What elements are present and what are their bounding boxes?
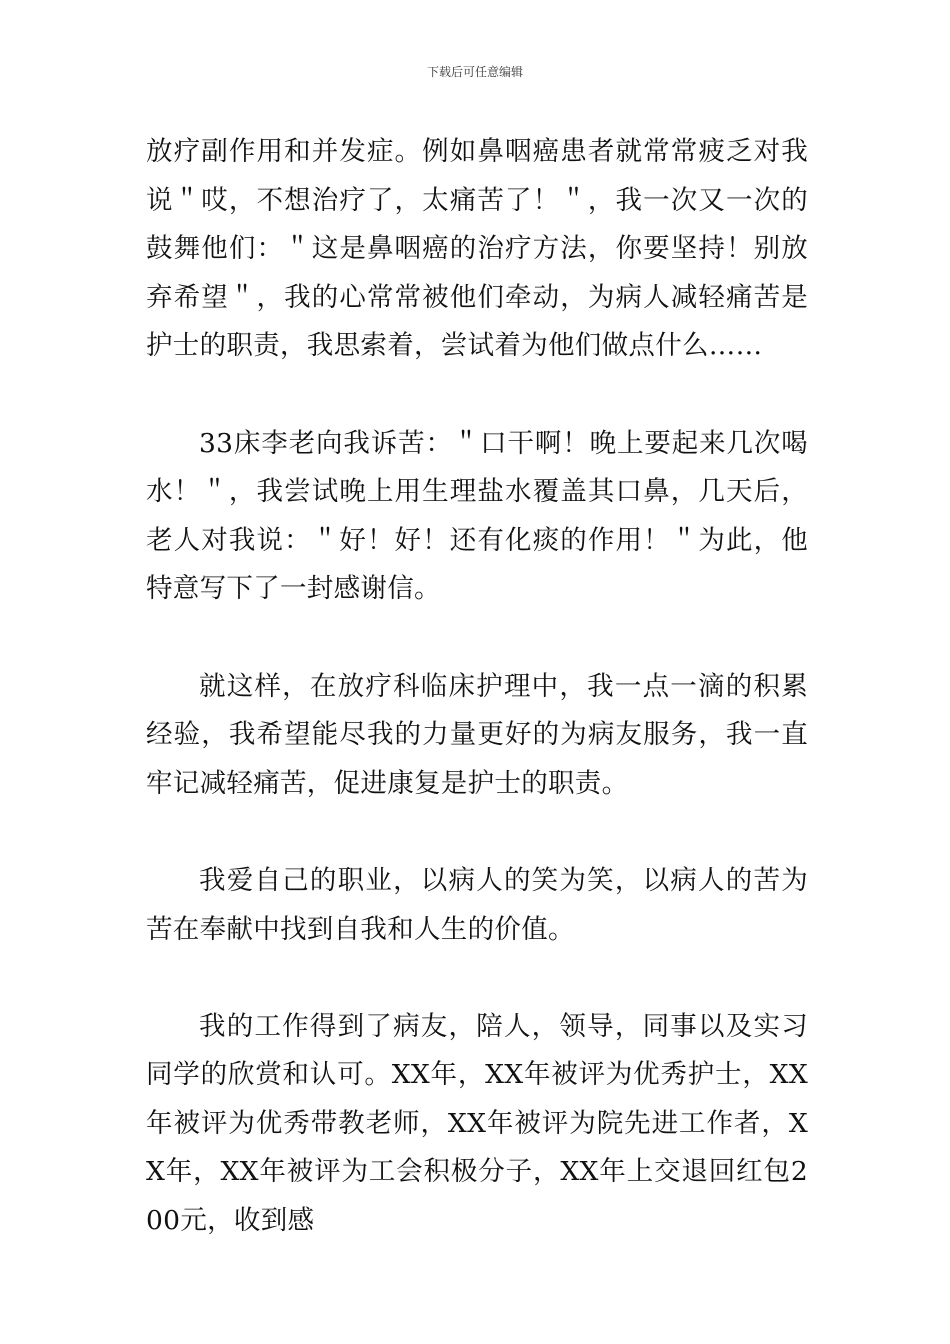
document-body [146, 128, 808, 1246]
paragraph-experience: 就这样，在放疗科临床护理中，我一点一滴的积累经验，我希望能尽我的力量更好的为病友服务，我一直牢记减轻痛苦，促进康复是护士的职责。 [146, 670, 808, 799]
paragraph-bed-33: 33床李老向我诉苦：＂口干啊！晚上要起来几次喝水！＂，我尝试晚上用生理盐水覆盖其口鼻，几天后，老人对我说：＂好！好！还有化痰的作用！＂为此，他特意写下了一封感谢信。 [146, 427, 808, 605]
paragraph-continuation: 放疗副作用和并发症。例如鼻咽癌患者就常常疲乏对我说＂哎，不想治疗了，太痛苦了！＂，我一次又一次的鼓舞他们：＂这是鼻咽癌的治疗方法，你要坚持！别放弃希望＂，我的心常常被他们牵动，为病人减轻痛苦是护士的职责，我思索着，尝试着为他们做点什么…… [146, 136, 808, 362]
paragraph-recognition: 我的工作得到了病友，陪人，领导，同事以及实习同学的欣赏和认可。XX年，XX年被评为优秀护士，XX年被评为优秀带教老师，XX年被评为院先进工作者，XX年，XX年被评为工会积极分子，XX年上交退回红包200元，收到感 [146, 1010, 808, 1237]
page-header: 下载后可任意编辑 [426, 65, 523, 79]
paragraph-love-profession: 我爱自己的职业，以病人的笑为笑，以病人的苦为苦在奉献中找到自我和人生的价值。 [146, 864, 808, 945]
